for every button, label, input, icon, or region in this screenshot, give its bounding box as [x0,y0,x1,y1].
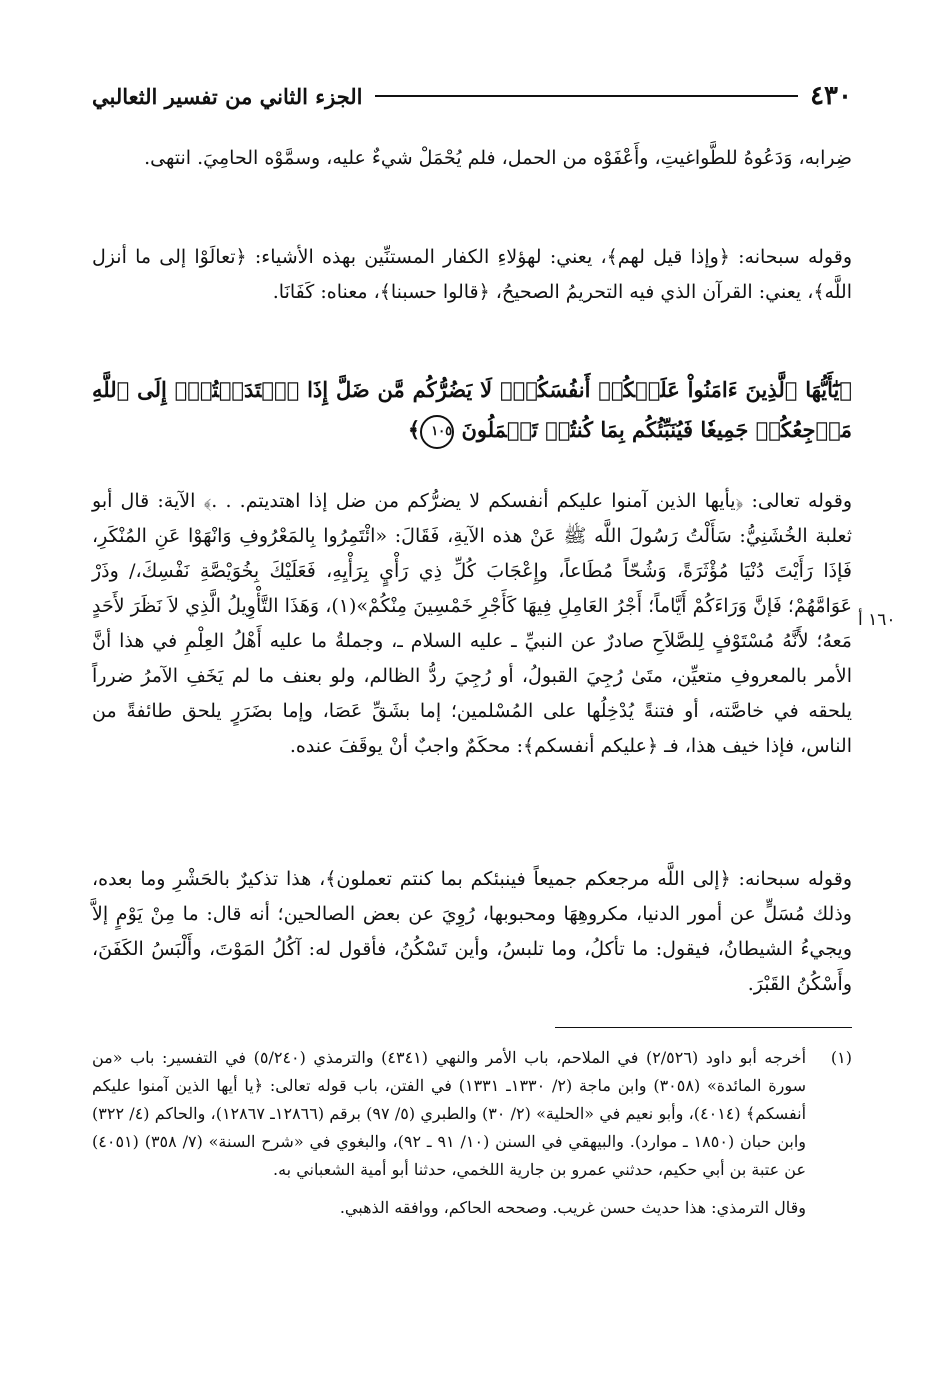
paragraph-3: وقوله تعالى: ﴿يأيها الذين آمنوا عليكم أنفسكم لا يضرُّكم من ضل إذا اهتديتم. . .﴾ الآية: قال أبو ثعلبة الخُشَنِيُّ: سَأَلْتُ رَسُولَ اللَّه ﷺ عَنْ هذه الآيةِ، فَقَالَ: «ائْتَمِرُوا بِالمَعْرُوفِ وَانْهَوْا عَنِ المُنْكَرِ، فَإذَا رَأَيْتَ دُنْيَا مُؤْثَرَةً، وَشُحّاً مُطَاعاً، وإِعْجَابَ كُلِّ ذِي رَأْيٍ بِرَأْيِهِ، فَعَلَيْكَ بِخُوَيْصَّةِ نَفْسِكَ،/ وذَرْ عَوَامَّهُمْ؛ فَإنَّ وَرَاءَكُمْ أَيَّاماً؛ أَجْرُ العَامِلِ فِيهَا كَأَجْرِ خَمْسِينَ مِنْكُمْ»(١)، وَهَذَا التَّأْوِيلُ الَّذِي لاَ نَظَرَ لأَحَدٍ مَعهُ؛ لأَنَّهُ مُسْتَوْفٍ لِلصَّلاَحِ صادرٌ عن النبيِّ ـ عليه السلام ـ، وجملةُ ما عليه أَهْلُ العِلْمِ في هذا أنَّ الأمر بالمعروفِ متعيِّن، متَىٰ رُجِيَ القبولُ، أو رُجِيَ ردُّ الظالم، ولو بعنف ما لم يَخَفِ الآمرُ ضرراً يلحقه في خاصَّته، أو فتنةً يُدْخِلُها على المُسْلمين؛ إما بشَقِّ عَصَا، وإما بضَرَرٍ يلحق طائفةً من الناس، فإذا خيف هذا، فـ ﴿عليكم أنفسكم﴾: محكَمٌ واجبٌ أنْ يوقَفَ عنده. [92,490,852,757]
page-number: ٤٣٠ [810,81,852,111]
paragraph-1: ضِرابه، وَدَعُوهُ للطَّواغيتِ، وأَعْفَوْه من الحمل، فلم يُحْمَلْ شيءٌ عليه، وسمَّوْه الحامِيَ. انتهى. [144,147,852,169]
footnote-separator [555,1027,852,1028]
footnotes [92,1044,852,1222]
paragraph-4: وقوله سبحانه: ﴿إلى اللَّه مرجعكم جميعاً فينبئكم بما كنتم تعملون﴾، هذا تذكيرٌ بالحَشْرِ وما بعده، وذلك مُسَلٍّ عن أمور الدنيا، مكروهِهَا ومحبوبها، رُوِيَ عن بعض الصالحين؛ أنه قال: ما مِنْ يَوْمٍ إلاَّ ويجيءُ الشيطانُ، فيقول: ما تأكلُ، وما تلبسُ، وأين تَسْكُنُ، فأقول له: آكُلُ المَوْتَ، وأَلْبَسُ الكَفَنَ، وأَسْكُنُ القَبْرَ. [92,868,852,995]
footnote-number: (١) [830,1048,852,1067]
running-title: الجزء الثاني من تفسير الثعالبي [92,83,363,109]
page-header [92,78,852,114]
quran-verse-text: ﴿يَٰٓأَيُّهَا ٱلَّذِينَ ءَامَنُواْ عَلَيۡكُمۡ أَنفُسَكُمۡۖ لَا يَضُرُّكُم مَّن ضَلَّ إِذَا ٱهۡتَدَيۡتُمۡۚ إِلَى ٱللَّهِ مَرۡجِعُكُمۡ جَمِيعٗا فَيُنَبِّئُكُم بِمَا كُنتُمۡ تَعۡمَلُونَ [92,377,852,442]
footnote-text: أخرجه أبو داود (٢/٥٢٦) في الملاحم، باب الأمر والنهي (٤٣٤١) والترمذي (٥/٢٤٠) في التفسير: باب «من سورة المائدة» (٣٠٥٨) وابن ماجة (٢/ ١٣٣٠ـ ١٣٣١) في الفتن، باب قوله تعالى: ﴿يا أيها الذين آمنوا عليكم أنفسكم﴾ (٤٠١٤)، وأبو نعيم في «الحلية» (٢/ ٣٠) والطبري (٥/ ٩٧) برقم (١٢٨٦٦ـ ١٢٨٦٧)، والحاكم (٤/ ٣٢٢) وابن حبان (١٨٥٠ ـ موارد). والبيهقي في السنن (١٠/ ٩١ ـ ٩٢)، والبغوي في «شرح السنة» (٧/ ٣٥٨) (٤٠٥١) عن عتبة بن أبي حكيم، حدثني عمرو بن جارية اللخمي، حدثنا أبو أمية الشعباني به. [92,1048,807,1179]
quran-verse-block [92,370,852,450]
footnote-remark: وقال الترمذي: هذا حديث حسن غريب. وصححه الحاكم، ووافقه الذهبي. [339,1198,806,1217]
paragraph-2: وقوله سبحانه: ﴿وإذا قيل لهم﴾، يعني: لهؤلاءِ الكفار المستنِّين بهذه الأشياء: ﴿تعالَوْا إلى ما أنزل اللَّه﴾، يعني: القرآن الذي فيه التحريمُ الصحيحُ، ﴿قالوا حسبنا﴾، معناه: كَفَانَا. [92,246,852,303]
header-rule [375,95,799,97]
manuscript-folio-note: ١٦٠ أ [858,610,896,630]
quran-closing-bracket: ﴾ [407,417,421,442]
ayah-number-marker: ١٠٥ [420,415,454,449]
footnote-item [92,1044,852,1184]
